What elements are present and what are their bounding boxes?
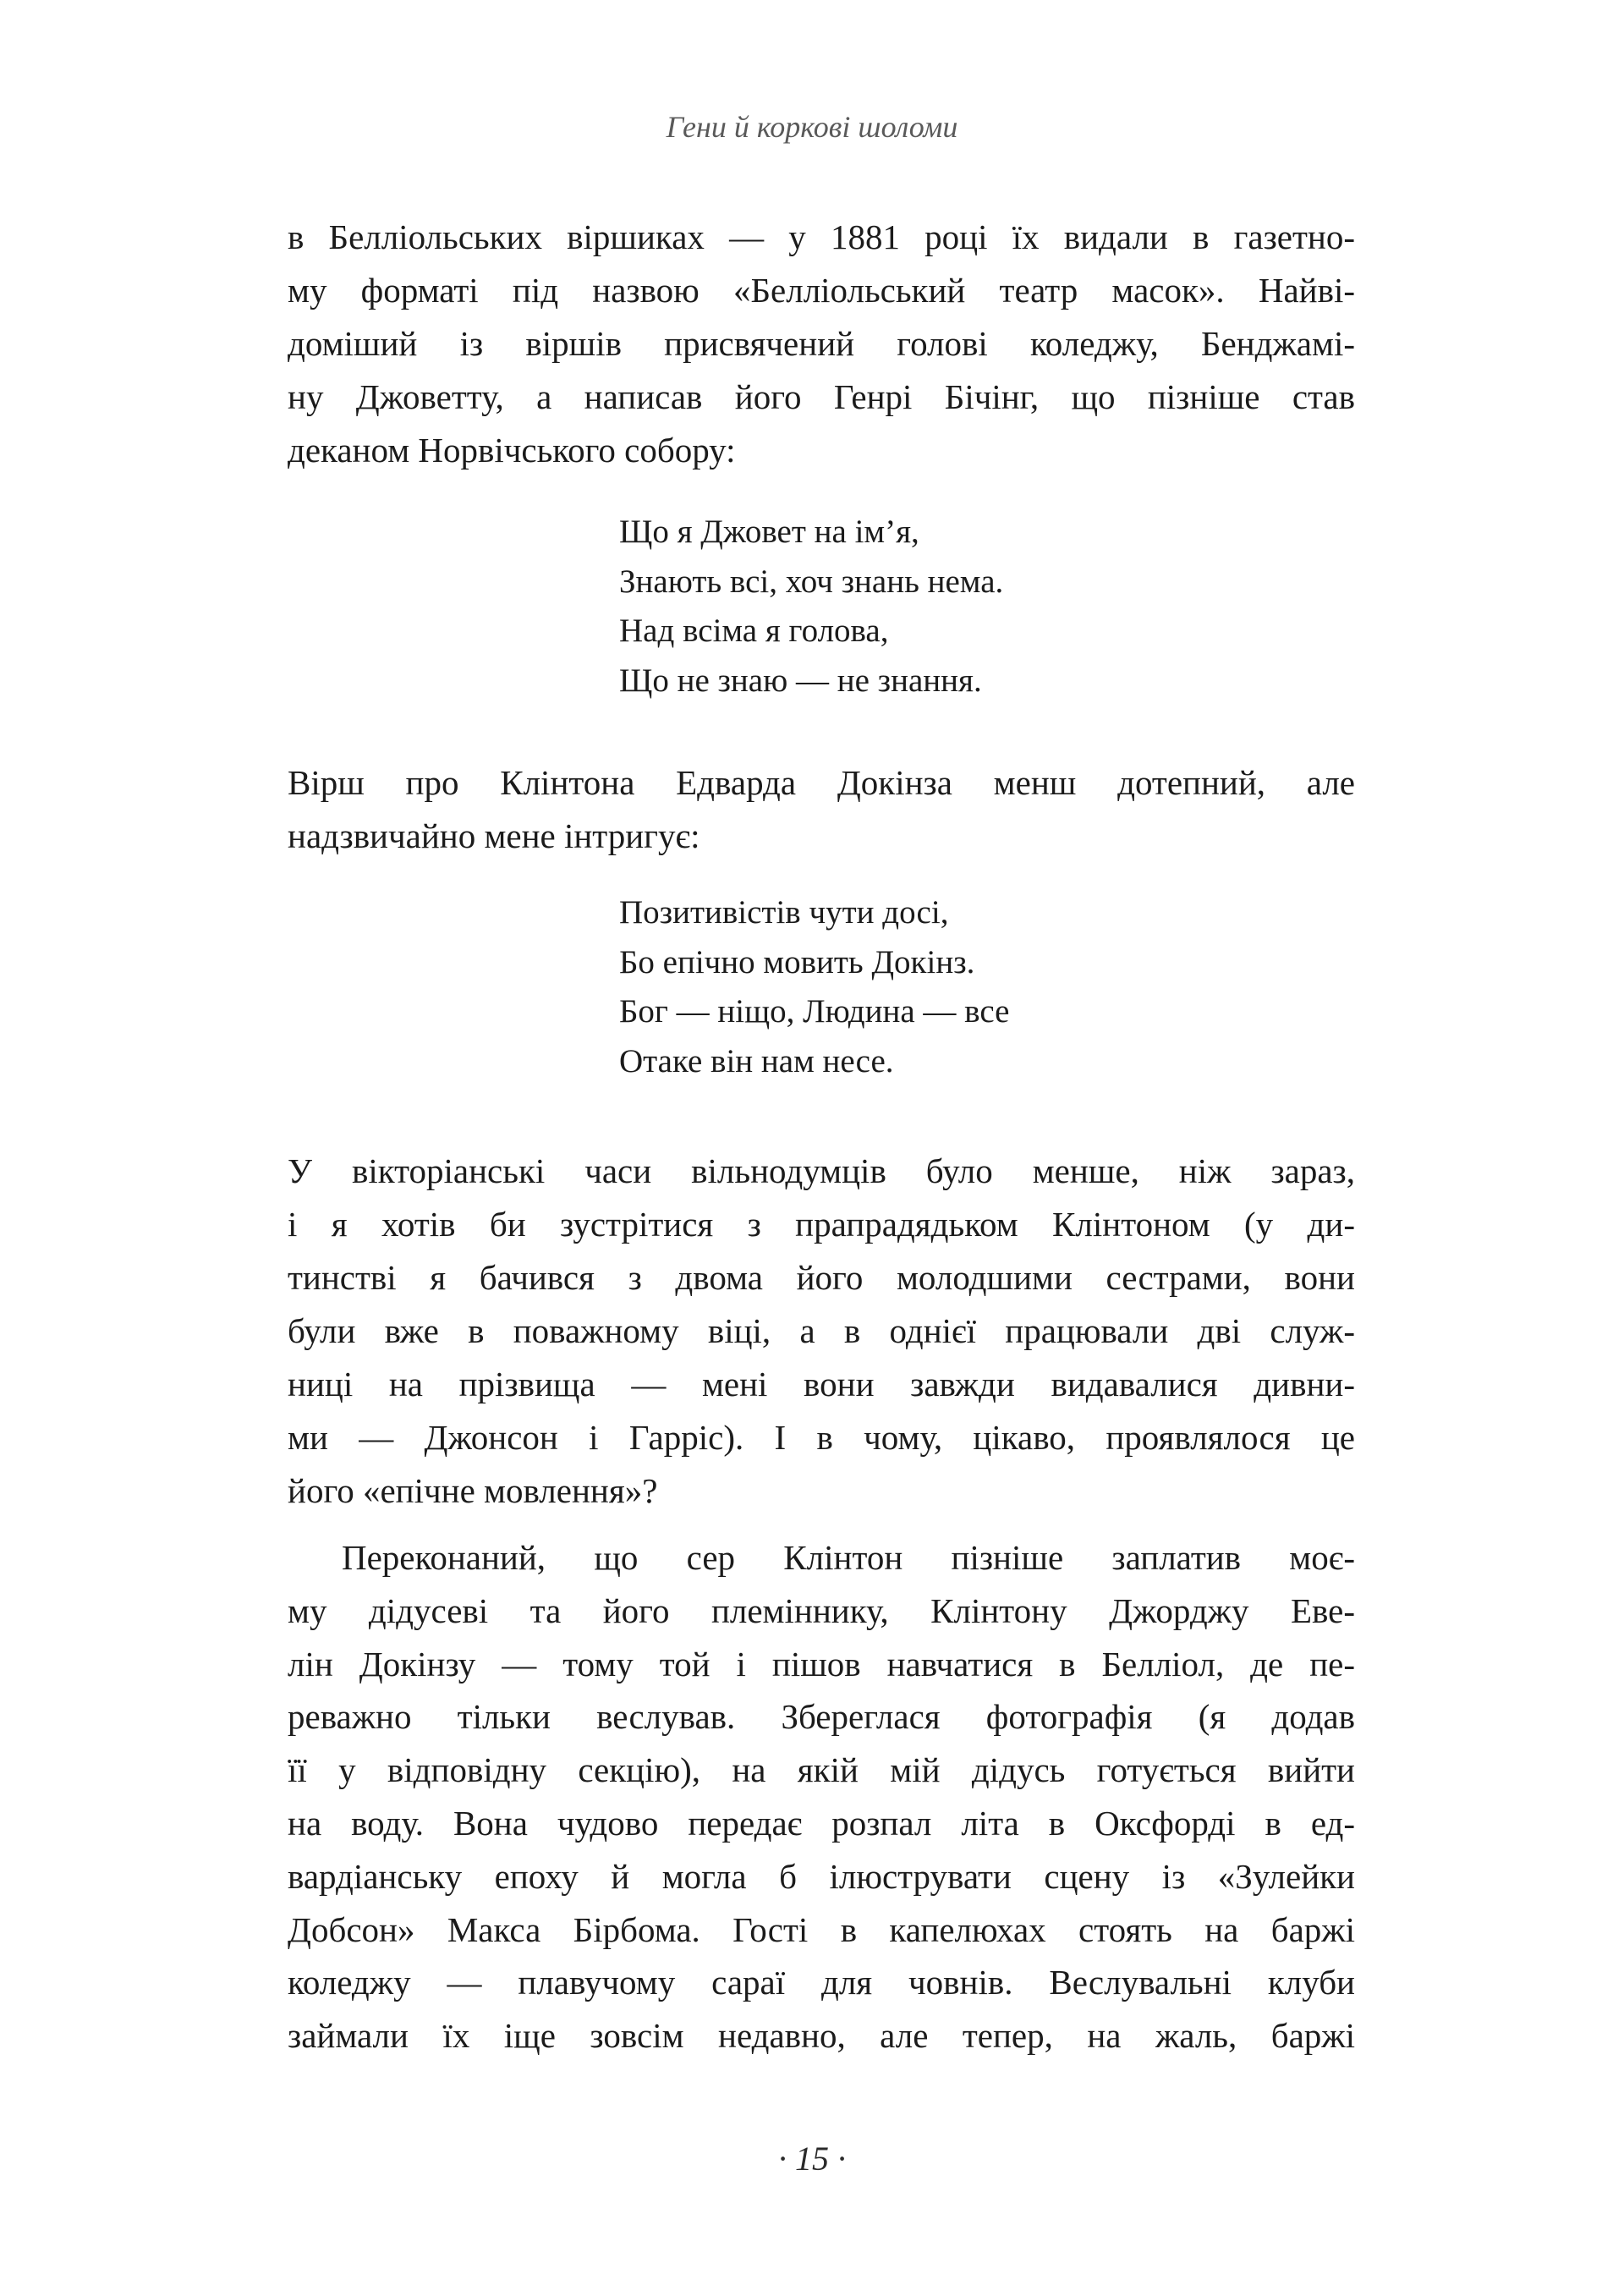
text-line: вардіанську епоху й могла б ілюструвати сцену із «Зулейки: [288, 1856, 1355, 1896]
poem-line: Що я Джовет на ім’я,: [619, 514, 919, 550]
text-line: деканом Норвічського собору:: [288, 431, 736, 470]
text-line: ми — Джонсон і Гарріс). І в чому, цікаво, проявлялося це: [288, 1418, 1355, 1457]
poem-line: Бог — ніщо, Людина — все: [619, 993, 1010, 1030]
text-line: реважно тільки веслував. Збереглася фотографія (я додав: [288, 1697, 1355, 1737]
text-line: доміший із віршів присвячений голові коледжу, Бенджамі-: [288, 324, 1355, 363]
text-line: в Белліольських віршиках — у 1881 році їх видали в газетно-: [288, 217, 1355, 256]
running-header: Гени й коркові шоломи: [666, 110, 958, 144]
text-line: займали їх іще зовсім недавно, але тепер, на жаль, баржі: [288, 2016, 1355, 2056]
page-number: · 15 ·: [778, 2139, 846, 2178]
poem-line: Що не знаю — не знання.: [619, 662, 982, 699]
poem-line: Бо епічно мовить Докінз.: [619, 943, 975, 980]
text-line: му форматі під назвою «Белліольський театр масок». Найві-: [288, 271, 1355, 310]
text-line: її у відповідну секцію), на якій мій дідусь готується вийти: [288, 1750, 1355, 1790]
paragraph-2: [288, 756, 1355, 863]
text-line: його «епічне мовлення»?: [288, 1471, 658, 1510]
paragraph-4: [288, 1531, 1355, 2063]
text-line: тинстві я бачився з двома його молодшими сестрами, вони: [288, 1258, 1355, 1297]
text-line: на воду. Вона чудово передає розпал літа в Оксфорді в ед-: [288, 1803, 1355, 1843]
text-line: були вже в поважному віці, а в однієї працювали дві служ-: [288, 1311, 1355, 1350]
poem-dawkins: [619, 888, 1009, 1086]
text-line: У вікторіанські часи вільнодумців було менше, ніж зараз,: [288, 1151, 1355, 1190]
poem-line: Отаке він нам несе.: [619, 1042, 894, 1079]
text-line: Вірш про Клінтона Едварда Докінза менш дотепний, але: [288, 763, 1355, 802]
text-line: му дідусеві та його племіннику, Клінтону Джорджу Еве-: [288, 1590, 1355, 1630]
text-line: надзвичайно мене інтригує:: [288, 816, 700, 855]
text-line: коледжу — плавучому сараї для човнів. Веслувальні клуби: [288, 1963, 1355, 2002]
text-line: і я хотів би зустрітися з прапрадядьком Клінтоном (у ди-: [288, 1205, 1355, 1244]
poem-line: Позитивістів чути досі,: [619, 894, 949, 931]
paragraph-3: [288, 1145, 1355, 1518]
poem-line: Над всіма я голова,: [619, 612, 889, 649]
poem-line: Знають всі, хоч знань нема.: [619, 563, 1004, 600]
poem-jowett: [619, 508, 1003, 706]
paragraph-1: [288, 211, 1355, 477]
text-line: Добсон» Макса Бірбома. Гості в капелюхах стоять на баржі: [288, 1909, 1355, 1949]
text-line: лін Докінзу — тому той і пішов навчатися в Белліол, де пе-: [288, 1644, 1355, 1684]
text-line: ниці на прізвища — мені вони завжди видавалися дивни-: [288, 1365, 1355, 1403]
text-line: ну Джоветту, а написав його Генрі Бічінг, що пізніше став: [288, 377, 1355, 416]
text-line: Переконаний, що сер Клінтон пізніше заплатив моє-: [342, 1538, 1355, 1577]
